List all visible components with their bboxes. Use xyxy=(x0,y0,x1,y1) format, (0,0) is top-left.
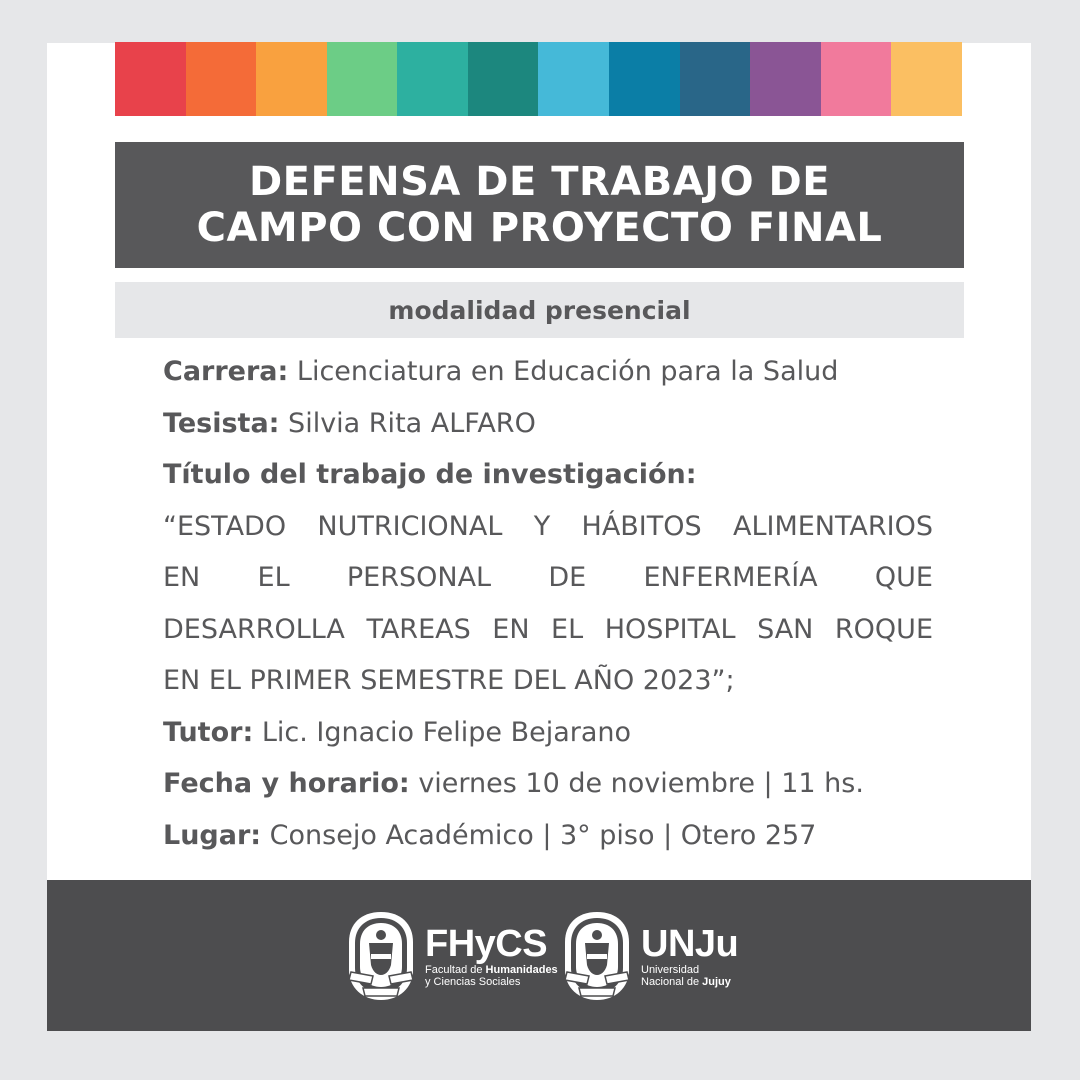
modality-banner xyxy=(115,282,964,338)
color-stripe-10 xyxy=(750,42,821,116)
footer-bar xyxy=(47,880,1031,1031)
tesista-label: Tesista: xyxy=(163,407,280,439)
titulo-row xyxy=(163,449,933,501)
titulo-text-line-2: EN EL PERSONAL DE ENFERMERÍA QUE xyxy=(163,562,933,593)
unju-logo xyxy=(563,910,738,1002)
color-stripe-3 xyxy=(256,42,327,116)
title-line-1: DEFENSA DE TRABAJO DE xyxy=(248,159,831,205)
fhycs-subtitle-line-2: y Ciencias Sociales xyxy=(425,976,521,988)
title-line-2: CAMPO CON PROYECTO FINAL xyxy=(196,205,883,251)
titulo-text-line-4: EN EL PRIMER SEMESTRE DEL AÑO 2023”; xyxy=(163,665,735,696)
carrera-label: Carrera: xyxy=(163,356,289,387)
color-stripe-5 xyxy=(397,42,468,116)
fecha-value: viernes 10 de noviembre | 11 hs. xyxy=(409,768,864,799)
color-stripe-bar xyxy=(115,42,962,116)
title-banner xyxy=(115,142,964,268)
color-stripe-8 xyxy=(609,42,680,116)
university-seal-icon xyxy=(563,910,631,1002)
unju-subtitle-line-2: Nacional de Jujuy xyxy=(641,976,731,988)
event-details xyxy=(163,346,933,861)
fhycs-wordmark xyxy=(425,924,558,988)
fhycs-subtitle-line-1: Facultad de Humanidades xyxy=(425,964,558,976)
lugar-row xyxy=(163,810,933,862)
color-stripe-1 xyxy=(115,42,186,116)
unju-subtitle-line-1: Universidad xyxy=(641,964,700,976)
fhycs-name: FHyCS xyxy=(425,923,548,965)
titulo-label: Título del trabajo de investigación: xyxy=(163,459,697,490)
titulo-text-line-3: DESARROLLA TAREAS EN EL HOSPITAL SAN ROQUE xyxy=(163,613,933,645)
titulo-text-line-1: “ESTADO NUTRICIONAL Y HÁBITOS ALIMENTARIOS xyxy=(163,510,933,542)
color-stripe-9 xyxy=(680,42,751,116)
carrera-row xyxy=(163,346,933,398)
carrera-value: Licenciatura en Educación para la Salud xyxy=(288,356,839,387)
university-seal-icon xyxy=(347,910,415,1002)
tutor-row xyxy=(163,707,933,759)
color-stripe-4 xyxy=(327,42,398,116)
fhycs-logo xyxy=(347,910,558,1002)
unju-wordmark xyxy=(641,924,738,988)
color-stripe-2 xyxy=(186,42,257,116)
tutor-value: Lic. Ignacio Felipe Bejarano xyxy=(253,716,632,748)
lugar-value: Consejo Académico | 3° piso | Otero 257 xyxy=(261,819,817,851)
fecha-row xyxy=(163,758,933,810)
modality-text: modalidad presencial xyxy=(388,295,691,325)
tesista-row xyxy=(163,398,933,450)
tutor-label: Tutor: xyxy=(163,716,254,748)
tesista-value: Silvia Rita ALFARO xyxy=(279,407,536,439)
color-stripe-7 xyxy=(538,42,609,116)
color-stripe-6 xyxy=(468,42,539,116)
color-stripe-12 xyxy=(891,42,962,116)
unju-name: UNJu xyxy=(641,923,739,965)
color-stripe-11 xyxy=(821,42,892,116)
fecha-label: Fecha y horario: xyxy=(163,768,410,799)
lugar-label: Lugar: xyxy=(163,819,262,851)
